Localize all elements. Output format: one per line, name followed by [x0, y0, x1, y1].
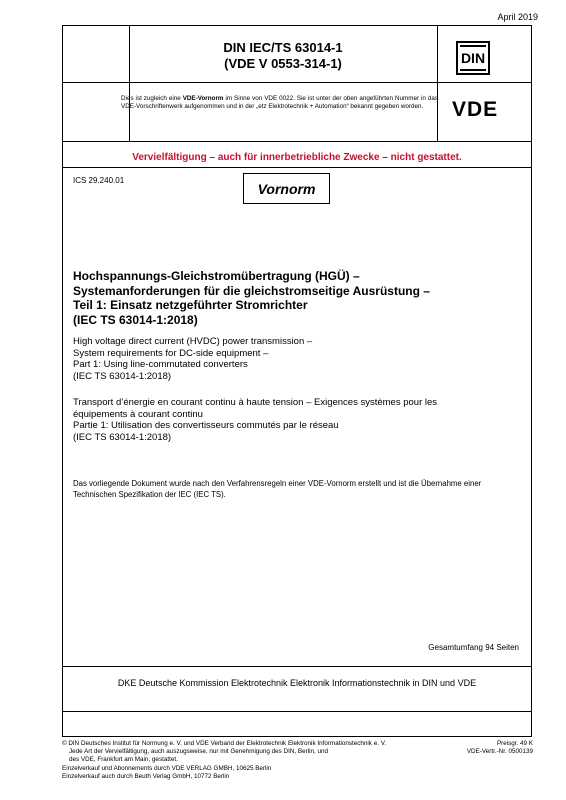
intro-row-divider — [63, 141, 531, 142]
header-divider-right — [437, 26, 438, 141]
warning-divider — [63, 167, 531, 168]
publication-date: April 2019 — [497, 12, 538, 22]
din-logo — [456, 41, 490, 75]
standard-number-vde: (VDE V 0553-314-1) — [224, 56, 342, 71]
document-frame — [62, 25, 532, 737]
intro-prefix: Dies ist zugleich eine — [121, 95, 183, 102]
price-group: Preisgr. 49 K — [496, 740, 533, 747]
vde-logo: VDE — [452, 98, 499, 121]
copyright-footer — [62, 740, 442, 781]
title-en-line: System requirements for DC-side equipment – — [73, 347, 269, 359]
dke-committee: DKE Deutsche Kommission Elektrotechnik Elektronik Informationstechnik in DIN und VDE — [117, 678, 477, 688]
title-fr-line: équipements à courant continu — [73, 408, 203, 420]
title-de-line: Hochspannungs-Gleichstromübertragung (HGÜ) – — [73, 269, 360, 283]
standard-number — [129, 40, 437, 72]
title-de-line: Systemanforderungen für die gleichstromseitige Ausrüstung – — [73, 283, 430, 298]
title-de-line: (IEC TS 63014-1:2018) — [73, 312, 198, 327]
intro-suffix: im Sinne von VDE 0022. Sie ist unter der oben angeführten Nummer in das VDE-Vorschriftenwerk aufgenommen und in der „etz Elektrotechnik + Automation“ bekannt gegeben worden. — [121, 95, 439, 111]
price-info — [467, 740, 533, 756]
title-en-line: High voltage direct current (HVDC) power transmission – — [73, 336, 313, 347]
document-description: Das vorliegende Dokument wurde nach den Verfahrensregeln einer VDE-Vornorm erstellt und ist die Übernahme einer Technischen Spezifikation der IEC (IEC TS). — [73, 479, 482, 499]
doc-type-box: Vornorm — [243, 173, 330, 204]
footer-line: Jede Art der Vervielfältigung, auch auszugsweise, nur mit Genehmigung des DIN, Berlin, und — [62, 748, 329, 756]
title-en-line: Part 1: Using line-commutated converters — [73, 359, 248, 370]
intro-bold: VDE-Vornorm — [182, 95, 224, 102]
din-logo-top-bar — [460, 45, 486, 47]
footer-line: des VDE, Frankfurt am Main, gestattet. — [62, 756, 178, 764]
title-fr-line: (IEC TS 63014-1:2018) — [73, 431, 172, 443]
order-number: VDE-Vertr.-Nr. 0500139 — [466, 748, 533, 756]
footer-divider — [63, 711, 531, 712]
title-french — [73, 397, 523, 443]
title-fr-line: Transport d’énergie en courant continu à haute tension – Exigences systèmes pour les — [73, 397, 438, 408]
title-fr-line: Partie 1: Utilisation des convertisseurs commutés par le réseau — [73, 420, 339, 431]
standard-number-din: DIN IEC/TS 63014-1 — [223, 40, 343, 55]
title-de-line: Teil 1: Einsatz netzgeführter Stromrichter — [73, 298, 308, 312]
footer-line: Einzelverkauf und Abonnements durch VDE VERLAG GMBH, 10625 Berlin — [62, 764, 272, 772]
footer-line: © DIN Deutsches Institut für Normung e. V. und VDE Verband der Elektrotechnik Elektronik Informationstechnik e. V. — [62, 740, 387, 747]
total-pages: Gesamtumfang 94 Seiten — [428, 643, 519, 652]
copy-warning: Vervielfältigung – auch für innerbetriebliche Zwecke – nicht gestattet. — [132, 152, 462, 163]
title-english — [73, 336, 523, 382]
din-logo-text: DIN — [460, 50, 486, 66]
din-logo-bottom-bar — [460, 69, 486, 71]
footer-line: Einzelverkauf auch durch Beuth Verlag GmbH, 10772 Berlin — [62, 772, 230, 780]
title-en-line: (IEC TS 63014-1:2018) — [73, 370, 172, 382]
ics-code: ICS 29.240.01 — [73, 176, 125, 185]
dke-divider — [63, 666, 531, 667]
header-row-divider — [63, 82, 531, 83]
intro-text — [121, 95, 438, 112]
title-german — [73, 269, 523, 327]
